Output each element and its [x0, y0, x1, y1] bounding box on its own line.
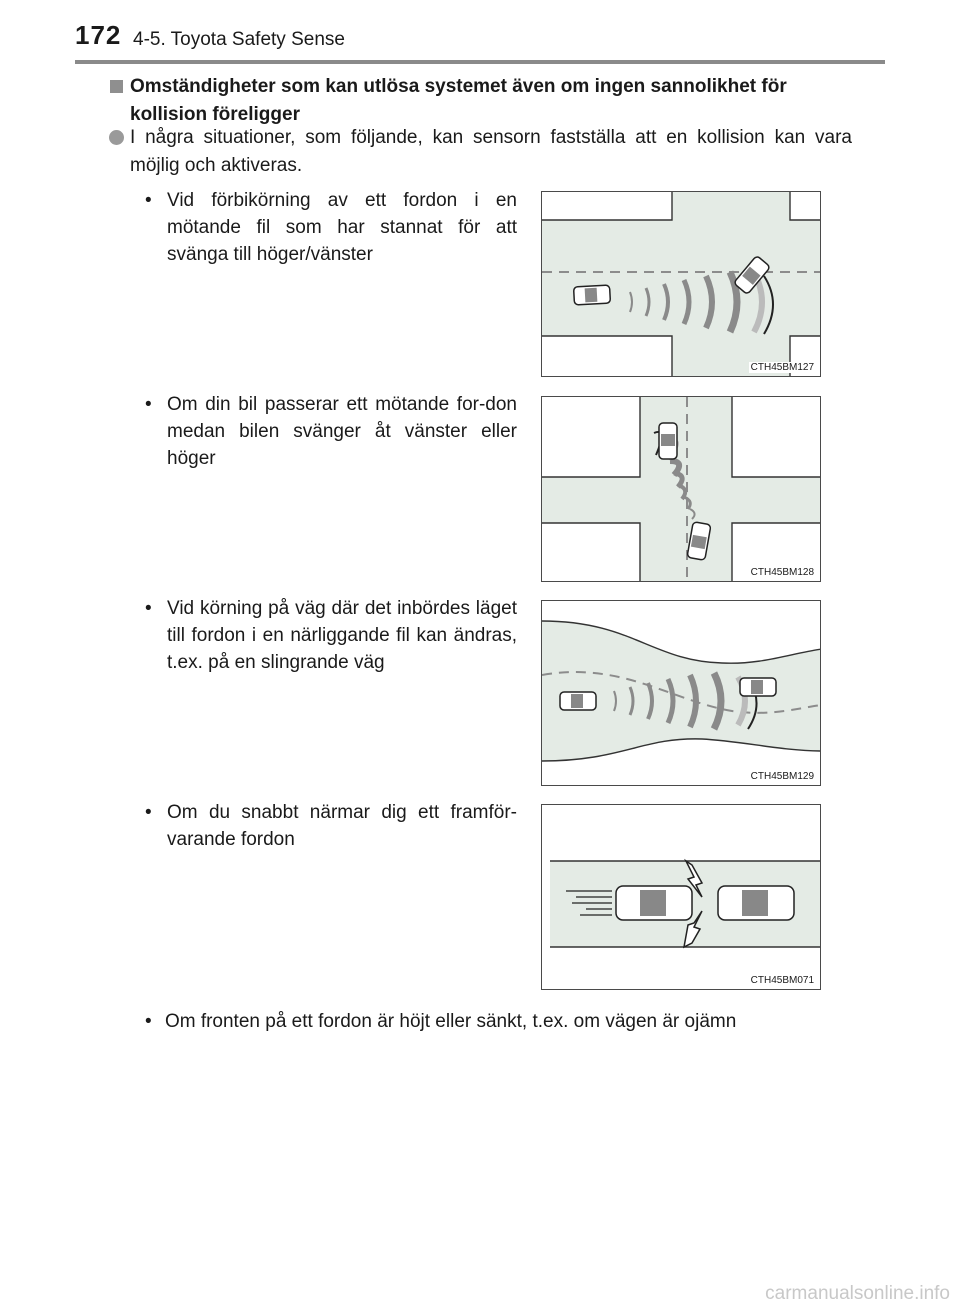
section-title: 4-5. Toyota Safety Sense: [133, 29, 345, 50]
illustration-winding-road: [542, 601, 821, 786]
figure-passing-while-turning: [541, 396, 821, 582]
list-item: [145, 1008, 736, 1035]
bullet-dot: •: [145, 802, 152, 823]
list-item-text: Om du snabbt närmar dig ett framför-varande fordon: [167, 802, 517, 850]
bullet-dot: •: [145, 1011, 152, 1032]
car-icon: [718, 886, 794, 920]
watermark: carmanualsonline.info: [765, 1283, 950, 1304]
list-item-text: Vid körning på väg där det inbördes läget till fordon i en närliggande fil kan ändras, t.ex. på en slingrande väg: [167, 598, 517, 673]
figure-code: CTH45BM071: [750, 975, 814, 986]
figure-code: CTH45BM129: [750, 771, 814, 782]
figure-rapid-approach: [541, 804, 821, 990]
list-item: [145, 187, 517, 268]
illustration-crossroads-turn: [542, 397, 821, 582]
header-rule: [75, 60, 885, 64]
list-item-text: Om din bil passerar ett mötande for-don medan bilen svänger åt vänster eller höger: [167, 394, 517, 469]
car-icon: [659, 423, 677, 459]
figure-code: CTH45BM128: [750, 567, 814, 578]
bullet-dot: •: [145, 598, 152, 619]
figure-winding-road: [541, 600, 821, 786]
car-icon: [740, 678, 776, 696]
square-bullet-icon: [110, 80, 123, 93]
section-heading: Omständigheter som kan utlösa systemet även om ingen sannolikhet för kollision föreligger: [130, 76, 787, 125]
intro-paragraph: I några situationer, som följande, kan sensorn fastställa att en kollision kan vara möjlig och aktiveras.: [130, 127, 852, 176]
car-icon: [574, 285, 611, 305]
list-item-text: Om fronten på ett fordon är höjt eller sänkt, t.ex. om vägen är ojämn: [164, 1011, 737, 1032]
bullet-dot: •: [145, 394, 152, 415]
list-item: [145, 799, 517, 853]
figure-overtaking-turning-vehicle: [541, 191, 821, 377]
list-item: [145, 595, 517, 676]
circle-bullet-icon: [109, 130, 124, 145]
list-item-text: Vid förbikörning av ett fordon i en mötande fil som har stannat för att svänga till höger/vänster: [167, 190, 517, 265]
bullet-dot: •: [145, 190, 152, 211]
car-icon: [560, 692, 596, 710]
illustration-rapid-approach: [542, 805, 821, 990]
figure-code: CTH45BM127: [750, 362, 814, 373]
illustration-intersection-left-turn: [542, 192, 821, 377]
page-number: 172: [75, 20, 122, 50]
list-item: [145, 391, 517, 472]
car-icon: [616, 886, 692, 920]
